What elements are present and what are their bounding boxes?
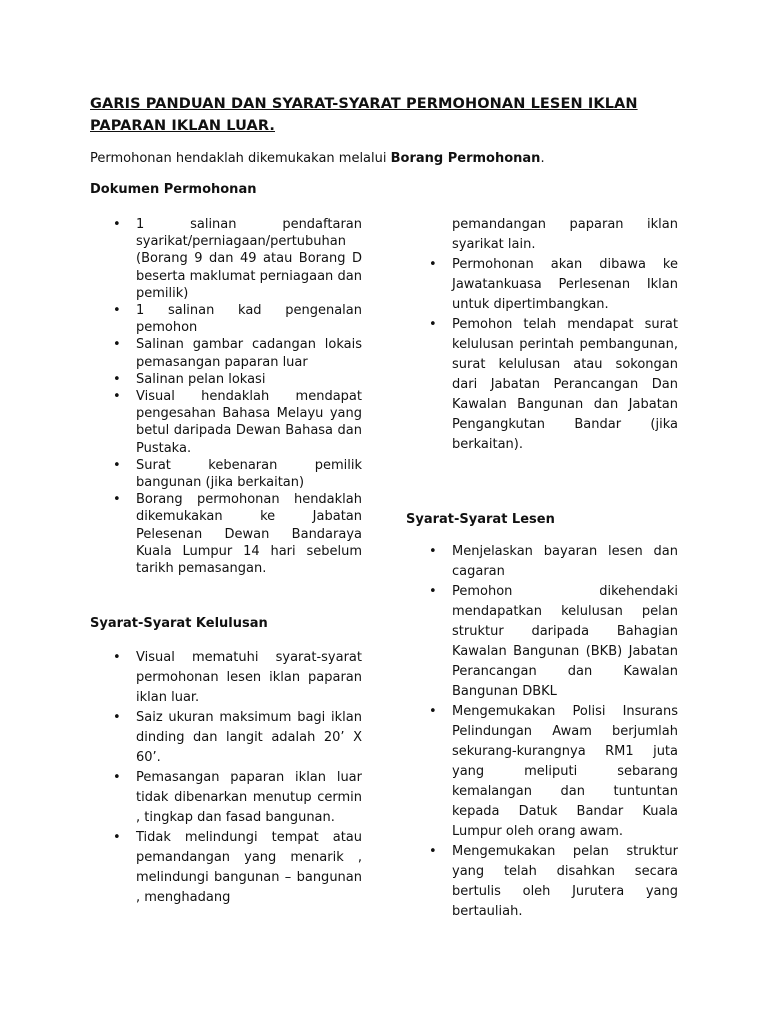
- list-item: • Saiz ukuran maksimum bagi iklan dinding dan langit adalah 20’ X 60’.: [90, 708, 362, 768]
- list-item: • Permohonan akan dibawa ke Jawatankuasa Perlesenan Iklan untuk dipertimbangkan.: [406, 255, 678, 315]
- heading-syarat-lesen: Syarat-Syarat Lesen: [406, 512, 555, 527]
- list-item: • Mengemukakan Polisi Insurans Pelindungan Awam berjumlah sekurang-kurangnya RM1 juta yang meliputi sebarang kemalangan dan tuntuntan kepada Datuk Bandar Kuala Lumpur oleh orang awam.: [406, 702, 678, 842]
- list-item: • Pemasangan paparan iklan luar tidak dibenarkan menutup cermin , tingkap dan fasad bangunan.: [90, 768, 362, 828]
- list-item-continuation: pemandangan paparan iklan syarikat lain.: [452, 217, 678, 252]
- heading-syarat-kelulusan: Syarat-Syarat Kelulusan: [90, 616, 268, 631]
- list-item: • Pemohon telah mendapat surat kelulusan perintah pembangunan, surat kelulusan atau sokongan dari Jabatan Perancangan Dan Kawalan Bangunan dan Jabatan Pengangkutan Bandar (jika berkaitan).: [406, 315, 678, 455]
- dokumen-list: [90, 216, 362, 577]
- lesen-list-column: [406, 542, 678, 922]
- list-item: • Menjelaskan bayaran lesen dan cagaran: [406, 542, 678, 582]
- kelulusan-list-column: [90, 648, 362, 908]
- kelulusan-list-continued: [406, 255, 678, 455]
- kelulusan-list: [90, 648, 362, 908]
- intro-text: Permohonan hendaklah dikemukakan melalui: [90, 151, 391, 166]
- list-item: • Visual mematuhi syarat-syarat permohonan lesen iklan paparan iklan luar.: [90, 648, 362, 708]
- list-item: • Salinan gambar cadangan lokais pemasangan paparan luar: [90, 336, 362, 370]
- list-item: • Borang permohonan hendaklah dikemukakan ke Jabatan Pelesenan Dewan Bandaraya Kuala Lumpur 14 hari sebelum tarikh pemasangan.: [90, 491, 362, 577]
- list-item: • Visual hendaklah mendapat pengesahan Bahasa Melayu yang betul daripada Dewan Bahasa dan Pustaka.: [90, 388, 362, 457]
- list-item: • 1 salinan kad pengenalan pemohon: [90, 302, 362, 336]
- intro-period: .: [540, 151, 545, 166]
- right-column-continuation: [406, 215, 678, 455]
- document-title: GARIS PANDUAN DAN SYARAT-SYARAT PERMOHONAN LESEN IKLAN PAPARAN IKLAN LUAR.: [90, 96, 638, 134]
- lesen-list: [406, 542, 678, 922]
- dokumen-list-column: [90, 216, 362, 577]
- list-item: • 1 salinan pendaftaran syarikat/perniagaan/pertubuhan (Borang 9 dan 49 atau Borang D beserta maklumat perniagaan dan pemilik): [90, 216, 362, 302]
- list-item: • Mengemukakan pelan struktur yang telah disahkan secara bertulis oleh Jurutera yang bertauliah.: [406, 842, 678, 922]
- list-item: • Salinan pelan lokasi: [90, 371, 362, 388]
- list-item: • Pemohon dikehendaki mendapatkan kelulusan pelan struktur daripada Bahagian Kawalan Bangunan (BKB) Jabatan Perancangan dan Kawalan Bangunan DBKL: [406, 582, 678, 702]
- intro-form-name: Borang Permohonan: [390, 151, 541, 166]
- intro-paragraph: [90, 150, 545, 168]
- list-item: • Surat kebenaran pemilik bangunan (jika berkaitan): [90, 457, 362, 491]
- heading-dokumen-permohonan: Dokumen Permohonan: [90, 182, 257, 197]
- list-item: • Tidak melindungi tempat atau pemandangan yang menarik , melindungi bangunan – bangunan , menghadang: [90, 828, 362, 908]
